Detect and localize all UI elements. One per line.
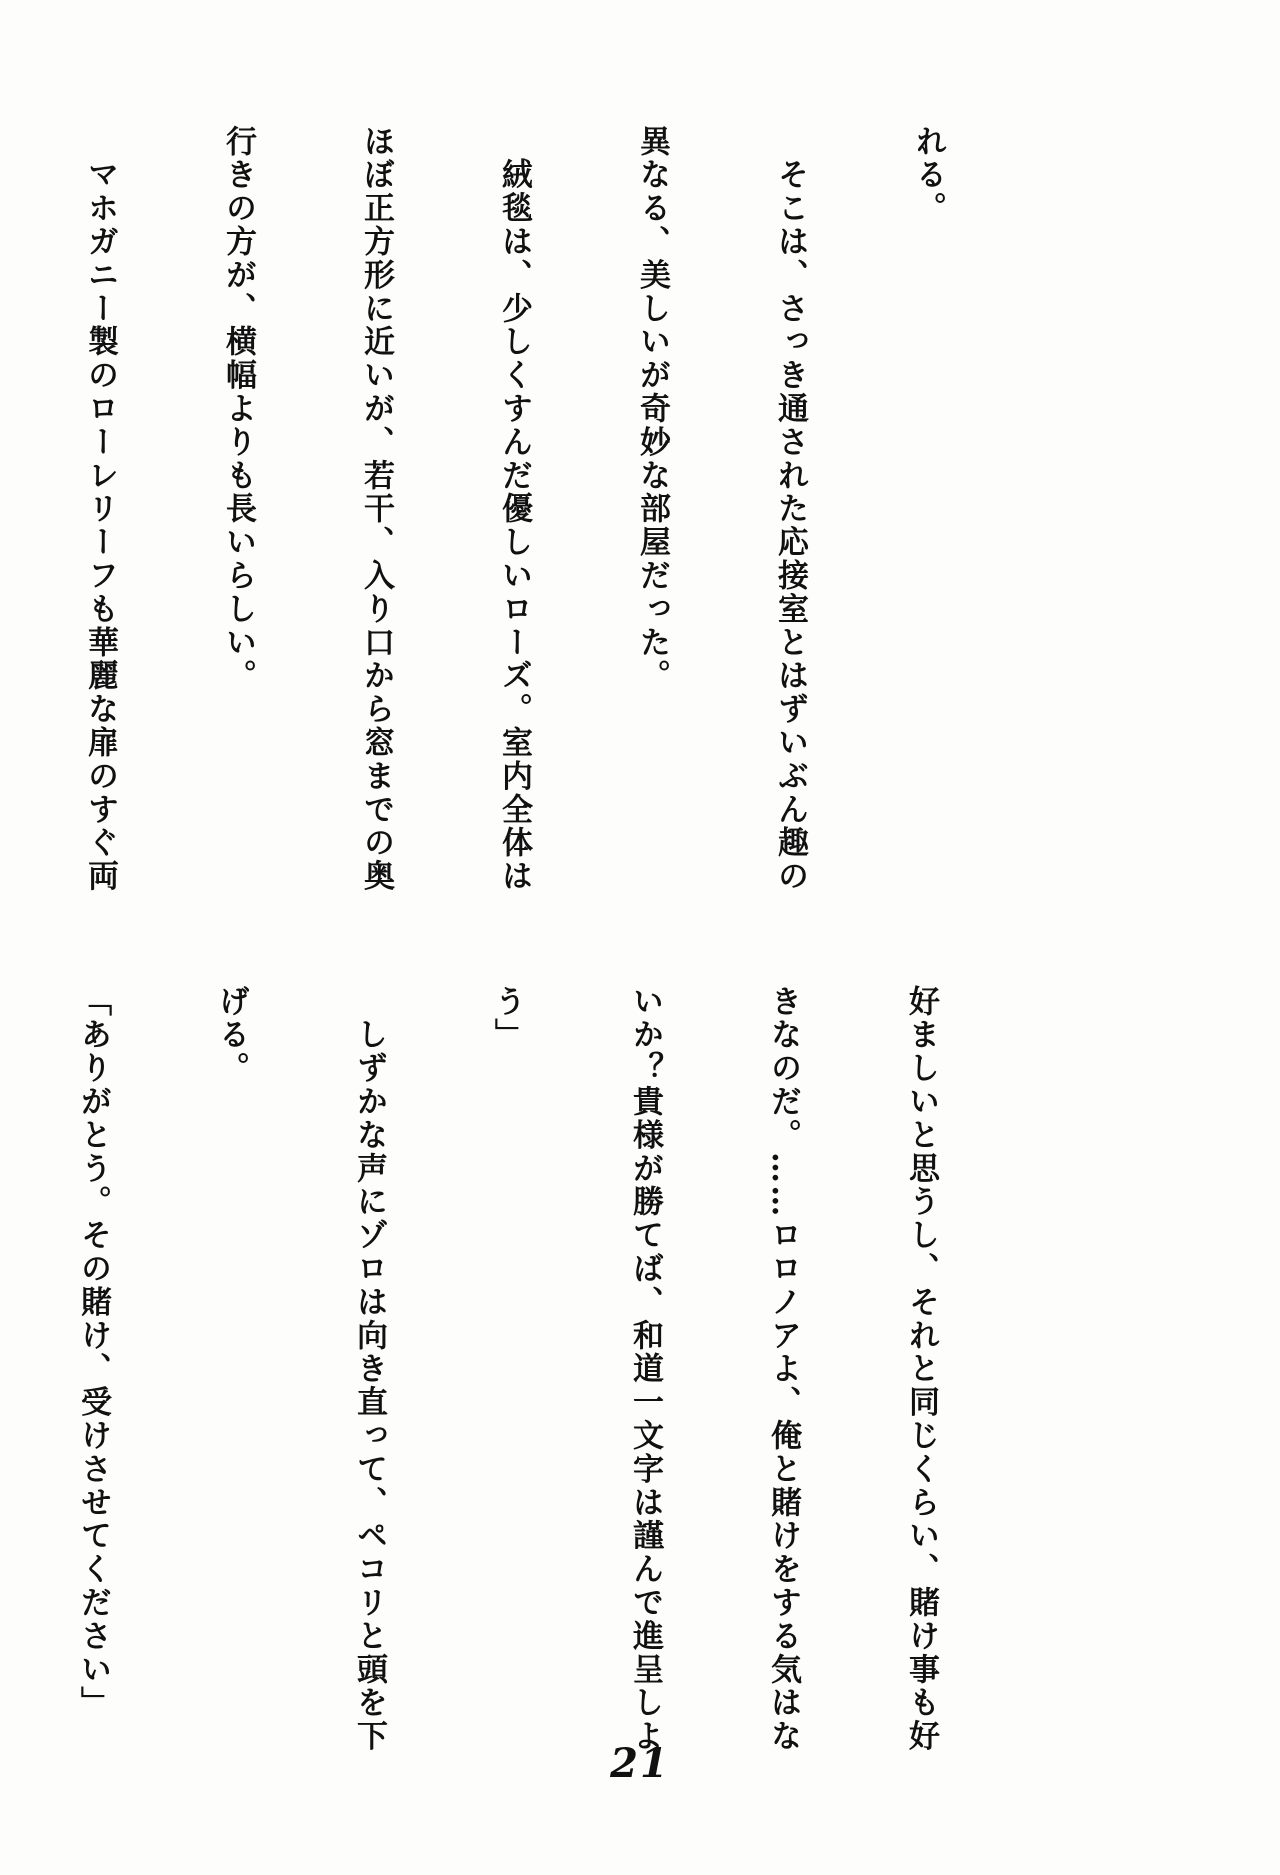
page-number: 21 [610, 1740, 670, 1787]
lower-text-block [0, 985, 1036, 1765]
text-line: いか？貴様が勝てば、和道一文字は謹んで進呈しよ [627, 985, 663, 1754]
text-line: れる。 [910, 125, 946, 226]
text-line: ほぼ正方形に近いが、若干、入り口から窓までの奥 [358, 125, 394, 894]
text-line: 異なる、美しいが奇妙な部屋だった。 [634, 125, 670, 693]
text-line: マホガニー製のローレリーフも華麗な扉のすぐ両 [82, 125, 118, 894]
text-line: 絨毯は、少しくすんだ優しいローズ。室内全体は [496, 125, 532, 894]
upper-text-block [0, 125, 1043, 894]
text-line: げる。 [213, 985, 249, 1086]
text-line: そこは、さっき通された応接室とはずいぶん趣の [772, 125, 808, 894]
text-line: 好ましいと思うし、それと同じくらい、賭け事も好 [903, 985, 939, 1754]
text-line: 「ありがとう。その賭け、受けさせてください」 [75, 985, 111, 1720]
text-line: う」 [489, 985, 525, 1052]
text-line: 行きの方が、横幅よりも長いらしい。 [220, 125, 256, 693]
text-line: しずかな声にゾロは向き直って、ペコリと頭を下 [351, 985, 387, 1754]
text-line: きなのだ。……ロロノアよ、俺と賭けをする気はな [765, 985, 801, 1754]
